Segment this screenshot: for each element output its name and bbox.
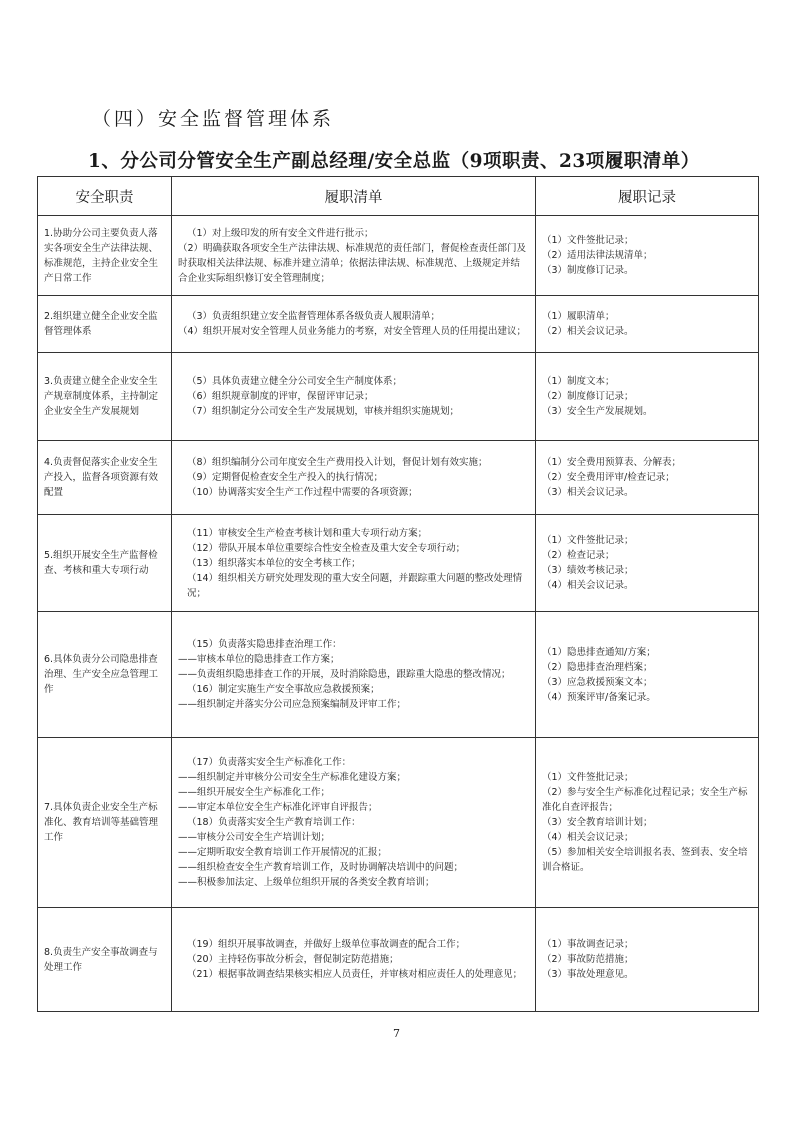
- table-title: 1、分公司分管安全生产副总经理/安全总监（9项职责、23项履职清单）: [88, 151, 700, 172]
- duty-item: （6）组织规章制度的评审，保留评审记录；: [187, 391, 374, 402]
- duty-record-cell: [536, 515, 759, 612]
- duty-record-cell: [536, 738, 759, 908]
- table-row: [38, 515, 759, 612]
- responsibility-cell: 7.具体负责企业安全生产标准化、教育培训等基础管理工作: [38, 738, 172, 908]
- record-item: （3）应急救援预案文本；: [542, 676, 653, 688]
- table-row: [38, 738, 759, 908]
- record-item: （1）事故调查记录；: [542, 939, 634, 950]
- responsibility-cell: 1.协助分公司主要负责人落实各项安全生产法律法规、标准规范，主持企业安全生产日常工作: [38, 216, 172, 296]
- page-number: 7: [393, 1027, 400, 1040]
- record-item: （1）安全费用预算表、分解表；: [542, 457, 682, 468]
- record-item: （2）安全费用评审/检查记录；: [542, 472, 675, 483]
- duty-item: （7）组织制定分公司安全生产发展规划，审核并组织实施规划；: [187, 406, 460, 417]
- record-item: （3）安全生产发展规划。: [542, 406, 653, 417]
- duty-item: （11）审核安全生产检查考核计划和重大专项行动方案；: [187, 527, 428, 539]
- duty-item: ——组织制定并落实分公司应急预案编制及评审工作；: [178, 699, 407, 710]
- table-row: [38, 216, 759, 296]
- duty-item: （19）组织开展事故调查，并做好上级单位事故调查的配合工作；: [187, 939, 466, 950]
- duty-item: （5）具体负责建立健全分公司安全生产制度体系；: [187, 376, 403, 387]
- responsibility-cell: 6.具体负责分公司隐患排查治理、生产安全应急管理工作: [38, 612, 172, 738]
- responsibility-cell: 5.组织开展安全生产监督检查、考核和重大专项行动: [38, 515, 172, 612]
- duty-item: （15）负责落实隐患排查治理工作：: [187, 639, 342, 650]
- duty-item: （16）制定实施生产安全事故应急救援预案；: [187, 684, 380, 695]
- record-item: （2）检查记录；: [542, 550, 615, 561]
- table-row: [38, 296, 759, 353]
- responsibility-cell: 8.负责生产安全事故调查与处理工作: [38, 908, 172, 1012]
- table-row: [38, 908, 759, 1012]
- record-item: （3）绩效考核记录；: [542, 565, 634, 576]
- record-item: （4）预案评审/备案记录。: [542, 691, 656, 703]
- section-heading: （四）安全监督管理体系: [92, 108, 335, 130]
- record-item: （3）事故处理意见。: [542, 969, 634, 980]
- duty-item: （17）负责落实安全生产标准化工作：: [187, 757, 352, 768]
- record-item: （4）相关会议记录。: [542, 580, 634, 591]
- table-body: [38, 216, 759, 1012]
- duty-item: ——组织检查安全生产教育培训工作，及时协调解决培训中的问题；: [178, 862, 464, 873]
- record-item: （2）制度修订记录；: [542, 391, 634, 402]
- record-item: （3）安全教育培训计划；: [542, 817, 653, 828]
- table-header-row: [38, 177, 759, 216]
- duty-table: [37, 176, 759, 1012]
- duty-item: （20）主持轻伤事故分析会，督促制定防范措施；: [187, 954, 399, 965]
- duty-item: ——积极参加法定、上级单位组织开展的各类安全教育培训；: [178, 877, 435, 888]
- record-item: （1）履职清单；: [542, 311, 615, 322]
- duty-item: （8）组织编制分公司年度安全生产费用投入计划，督促计划有效实施；: [187, 457, 488, 468]
- record-item: （3）相关会议记录。: [542, 487, 634, 498]
- duty-item: （12）带队开展本单位重要综合性安全检查及重大安全专项行动；: [187, 542, 466, 554]
- header-responsibility: 安全职责: [38, 177, 172, 216]
- table-row: [38, 353, 759, 441]
- duty-list-cell: [172, 738, 536, 908]
- duty-list-cell: [172, 216, 536, 296]
- duty-item: （18）负责落实安全生产教育培训工作：: [187, 817, 361, 828]
- duty-record-cell: [536, 353, 759, 441]
- duty-list-cell: [172, 296, 536, 353]
- duty-item: （2）明确获取各项安全生产法律法规、标准规范的责任部门，督促检查责任部门及时获取相关法律法规、标准并建立清单；依据法律法规、标准规范、上级规定并结合企业实际组织修订安全管理制度；: [178, 242, 527, 284]
- duty-item: （9）定期督促检查安全生产投入的执行情况；: [187, 472, 384, 483]
- table-row: [38, 441, 759, 515]
- duty-record-cell: [536, 908, 759, 1012]
- duty-record-cell: [536, 441, 759, 515]
- record-item: （2）隐患排查治理档案；: [542, 661, 653, 673]
- duty-list-cell: [172, 612, 536, 738]
- record-item: （1）制度文本；: [542, 376, 615, 387]
- duty-list-cell: [172, 908, 536, 1012]
- duty-item: ——负责组织隐患排查工作的开展，及时消除隐患，跟踪重大隐患的整改情况；: [178, 669, 511, 680]
- record-item: （1）隐患排查通知/方案；: [542, 646, 656, 658]
- record-item: （3）制度修订记录。: [542, 265, 634, 276]
- duty-item: ——组织制定并审核分公司安全生产标准化建设方案；: [178, 772, 407, 783]
- record-item: （1）文件签批记录；: [542, 235, 634, 246]
- record-item: （5）参加相关安全培训报名表、签到表、安全培训合格证。: [542, 847, 748, 873]
- header-duty-list: 履职清单: [172, 177, 536, 216]
- record-item: （1）文件签批记录；: [542, 535, 634, 546]
- record-item: （2）参与安全生产标准化过程记录；安全生产标准化自查评报告；: [542, 787, 748, 813]
- header-duty-records: 履职记录: [536, 177, 759, 216]
- duty-item: ——审核分公司安全生产培训计划；: [178, 832, 331, 843]
- duty-item: （10）协调落实安全生产工作过程中需要的各项资源；: [187, 487, 418, 498]
- record-item: （1）文件签批记录；: [542, 772, 634, 783]
- record-item: （2）事故防范措施；: [542, 954, 634, 965]
- table-row: [38, 612, 759, 738]
- duty-item: （13）组织落实本单位的安全考核工作；: [187, 557, 361, 569]
- record-item: （2）适用法律法规清单；: [542, 250, 653, 261]
- duty-record-cell: [536, 612, 759, 738]
- responsibility-cell: 4.负责督促落实企业安全生产投入，监督各项资源有效配置: [38, 441, 172, 515]
- duty-item: ——定期听取安全教育培训工作开展情况的汇报；: [178, 847, 388, 858]
- duty-item: （3）负责组织建立安全监督管理体系各级负责人履职清单；: [187, 311, 441, 322]
- duty-item: ——审核本单位的隐患排查工作方案；: [178, 654, 340, 665]
- duty-item: （14）组织相关方研究处理发现的重大安全问题，并跟踪重大问题的整改处理情况；: [187, 572, 523, 599]
- record-item: （2）相关会议记录。: [542, 326, 634, 337]
- duty-item: （21）根据事故调查结果核实相应人员责任，并审核对相应责任人的处理意见；: [187, 969, 523, 980]
- duty-item: ——审定本单位安全生产标准化评审自评报告；: [178, 802, 378, 813]
- duty-item: （1）对上级印发的所有安全文件进行批示；: [187, 227, 374, 239]
- duty-item: ——组织开展安全生产标准化工作；: [178, 787, 331, 798]
- record-item: （4）相关会议记录；: [542, 832, 634, 843]
- responsibility-cell: 2.组织建立健全企业安全监督管理体系: [38, 296, 172, 353]
- duty-item: （4）组织开展对安全管理人员业务能力的考察，对安全管理人员的任用提出建议；: [178, 326, 527, 337]
- responsibility-cell: 3.负责建立健全企业安全生产规章制度体系，主持制定企业安全生产发展规划: [38, 353, 172, 441]
- duty-record-cell: [536, 216, 759, 296]
- duty-list-cell: [172, 353, 536, 441]
- duty-record-cell: [536, 296, 759, 353]
- duty-list-cell: [172, 515, 536, 612]
- duty-list-cell: [172, 441, 536, 515]
